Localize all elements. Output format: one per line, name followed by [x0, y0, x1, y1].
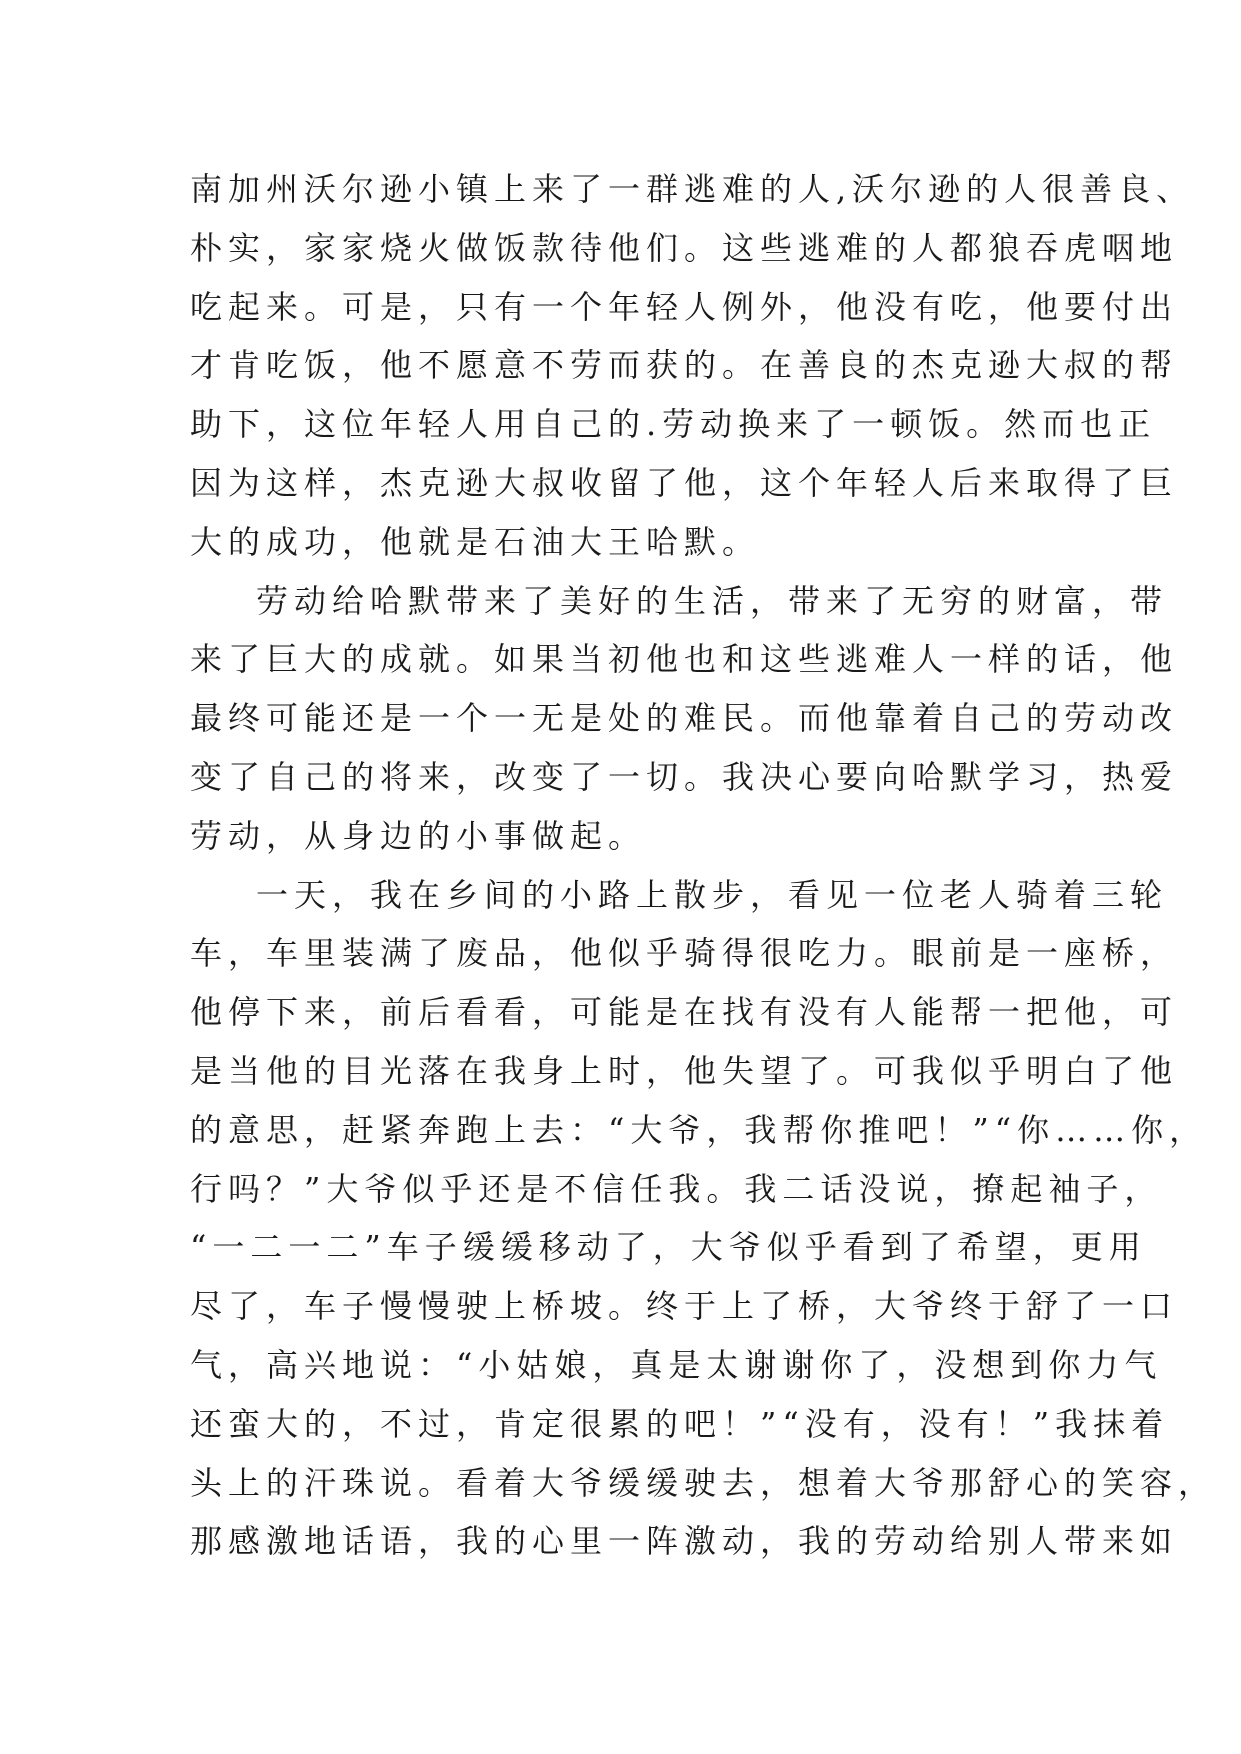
text-line: 车，车里装满了废品，他似乎骑得很吃力。眼前是一座桥，	[190, 934, 1179, 973]
text-line: 大的成功，他就是石油大王哈默。	[190, 522, 761, 561]
text-line: 因为这样，杰克逊大叔收留了他，这个年轻人后来取得了巨	[190, 463, 1179, 502]
text-line: 变了自己的将来，改变了一切。我决心要向哈默学习，热爱	[190, 757, 1179, 796]
text-line: 来了巨大的成就。如果当初他也和这些逃难人一样的话，他	[190, 640, 1179, 679]
text-line: 那感激地话语，我的心里一阵激动，我的劳动给别人带来如	[190, 1522, 1179, 1561]
text-line: 行吗？”大爷似乎还是不信任我。我二话没说，撩起袖子，	[190, 1169, 1163, 1208]
text-line: 还蛮大的，不过，肯定很累的吧！”“没有，没有！”我抹着	[190, 1404, 1170, 1443]
text-line: 气，高兴地说：“小姑娘，真是太谢谢你了，没想到你力气	[190, 1345, 1163, 1384]
text-line: 助下，这位年轻人用自己的.劳动换来了一顿饭。然而也正	[190, 405, 1157, 444]
text-line: 最终可能还是一个一无是处的难民。而他靠着自己的劳动改	[190, 699, 1179, 738]
text-line: 头上的汗珠说。看着大爷缓缓驶去，想着大爷那舒心的笑容，	[190, 1463, 1217, 1502]
text-line: 尽了，车子慢慢驶上桥坡。终于上了桥，大爷终于舒了一口	[190, 1287, 1179, 1326]
text-line: 南加州沃尔逊小镇上来了一群逃难的人,沃尔逊的人很善良、	[190, 170, 1195, 208]
text-line: “一二一二”车子缓缓移动了，大爷似乎看到了希望，更用	[190, 1228, 1147, 1267]
text-line: 是当他的目光落在我身上时，他失望了。可我似乎明白了他	[190, 1051, 1179, 1090]
text-line: 他停下来，前后看看，可能是在找有没有人能帮一把他，可	[190, 993, 1179, 1032]
text-line: 劳动，从身边的小事做起。	[190, 816, 647, 855]
body-text	[190, 160, 1217, 1571]
paragraph-start-line: 一天，我在乡间的小路上散步，看见一位老人骑着三轮	[256, 875, 1169, 914]
paragraph-start-line: 劳动给哈默带来了美好的生活，带来了无穷的财富，带	[256, 581, 1169, 620]
text-line: 朴实，家家烧火做饭款待他们。这些逃难的人都狼吞虎咽地	[190, 228, 1179, 267]
text-line: 才肯吃饭，他不愿意不劳而获的。在善良的杰克逊大叔的帮	[190, 346, 1179, 385]
text-line: 的意思，赶紧奔跑上去：“大爷，我帮你推吧！”“你……你，	[190, 1110, 1208, 1149]
text-line: 吃起来。可是，只有一个年轻人例外，他没有吃，他要付出	[190, 287, 1179, 326]
